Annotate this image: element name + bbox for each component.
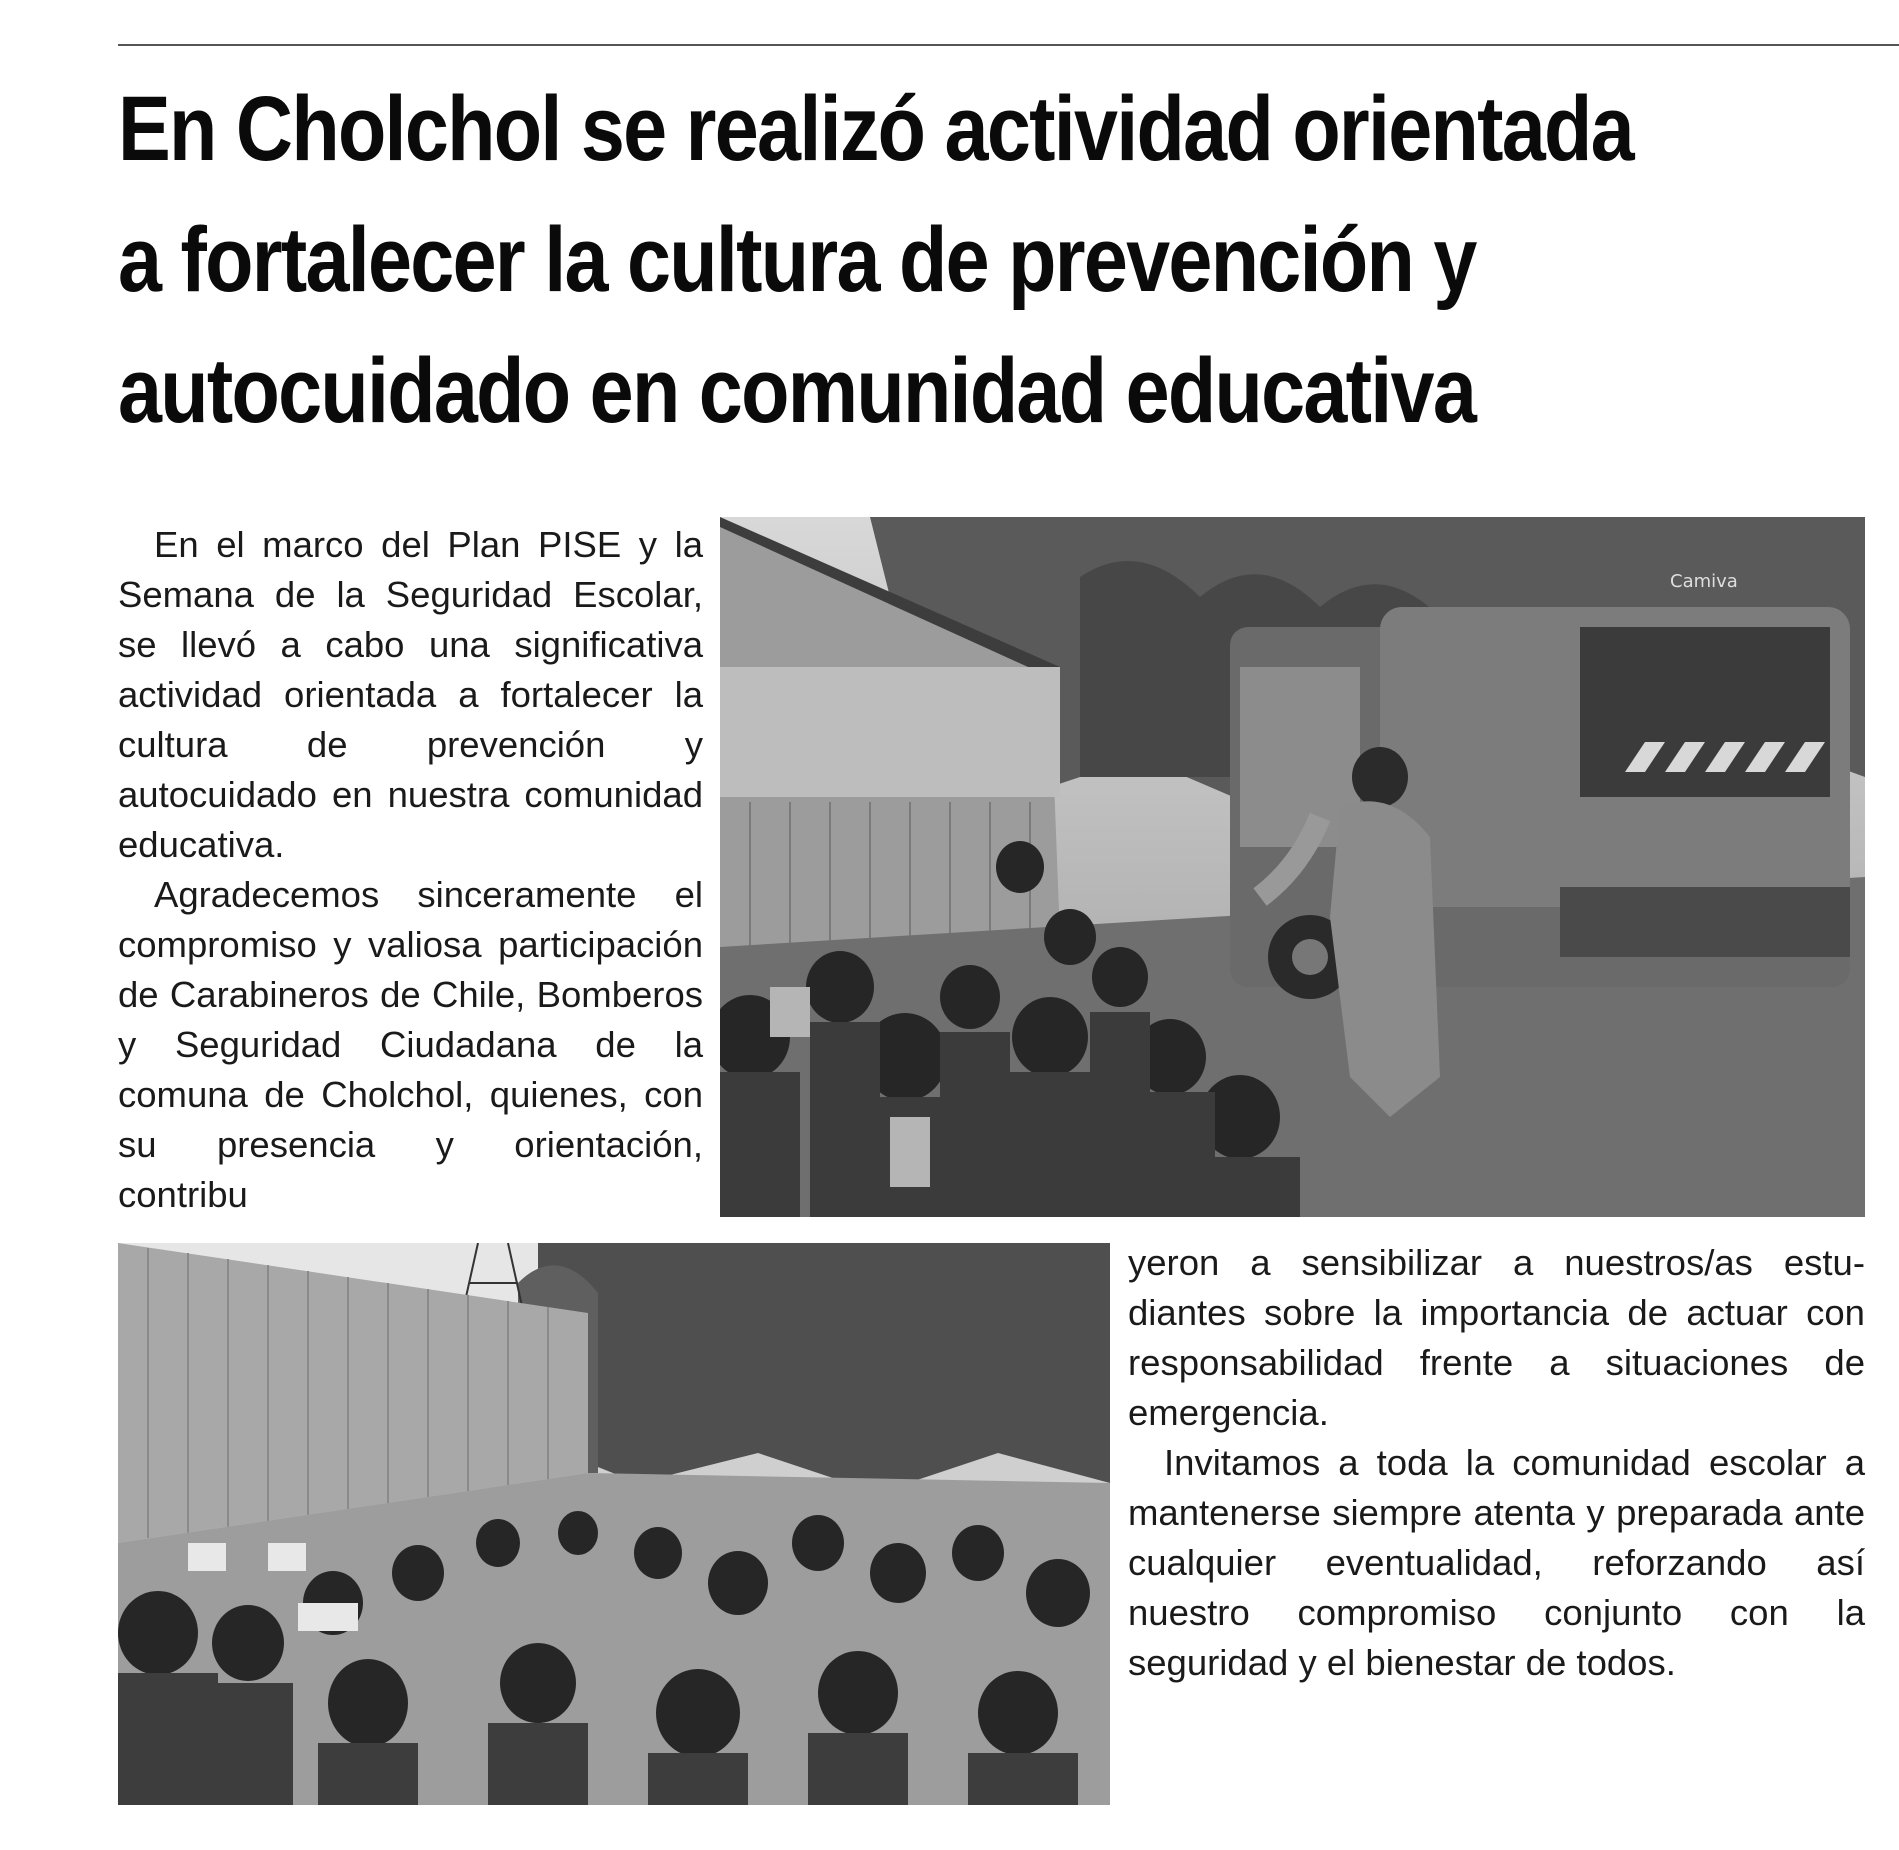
paragraph-invitation: Invitamos a toda la comunidad escolar a mantenerse siempre atenta y preparada ante cualquier eventualidad, reforzando así nuestro compromiso conjunto con la seguridad y el bienestar de todos. — [1128, 1442, 1865, 1683]
paragraph-intro: En el marco del Plan PISE y la Semana de la Seguridad Escolar, se llevó a cabo una significativa actividad orientada a fortalecer la cultura de prevención y autocuidado en nuestra comunidad educativa. — [118, 524, 703, 865]
headline-line-2: a fortalecer la cultura de prevención y — [118, 209, 1476, 311]
body-column-2 — [1128, 1238, 1865, 1688]
top-rule — [118, 44, 1899, 46]
headline — [118, 64, 1632, 457]
photo-fire-truck — [720, 517, 1865, 1217]
headline-line-1: En Cholchol se realizó actividad orientada — [118, 78, 1633, 180]
headline-line-3: autocuidado en comunidad educativa — [118, 340, 1476, 442]
paragraph-continuation: yeron a sensibilizar a nuestros/as estudiantes sobre la importancia de actuar con responsabilidad frente a situaciones de emergencia. — [1128, 1242, 1865, 1433]
truck-label: Camiva — [1670, 571, 1738, 592]
paragraph-thanks: Agradecemos sinceramente el compromiso y valiosa participación de Carabineros de Chile, Bomberos y Seguridad Ciudadana de la comuna de Cholchol, quienes, con su presencia y orientación, contribu — [118, 874, 703, 1215]
photo-students-crowd — [118, 1243, 1110, 1805]
body-column-1 — [118, 520, 703, 1220]
